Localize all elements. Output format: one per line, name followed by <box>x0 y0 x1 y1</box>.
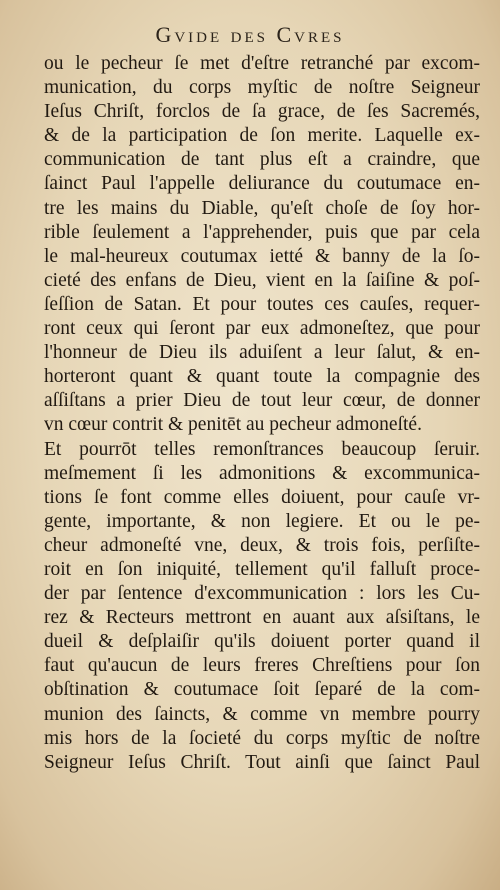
text-line: aſſiſtans a prier Dieu de tout leur cœur, de donner <box>44 390 480 412</box>
text-line: rez & Recteurs mettront en auant aux aſsiſtans, le <box>44 607 480 629</box>
text-line: rible ſeulement a l'apprehender, puis que par cela <box>44 221 480 243</box>
text-line: meſmement ſi les admonitions & excommunica- <box>44 462 480 484</box>
text-line: Ieſus Chriſt, forclos de ſa grace, de ſes Sacremés, <box>44 101 480 123</box>
text-line: dueil & deſplaiſir qu'ils doiuent porter quand il <box>44 631 480 653</box>
text-line: horteront quant & quant toute la compagnie des <box>44 366 480 388</box>
text-line: tre les mains du Diable, qu'eſt choſe de ſoy hor- <box>44 197 480 219</box>
text-line: ront ceux qui ſeront par eux admoneſtez, que pour <box>44 318 480 340</box>
body-text <box>44 52 480 775</box>
text-line: gente, importante, & non legiere. Et ou le pe- <box>44 510 480 532</box>
text-line: Et pourrōt telles remonſtrances beaucoup ſeruir. <box>44 438 480 460</box>
text-line: ſainct Paul l'appelle deliurance du coutumace en- <box>44 173 480 195</box>
text-line: tions ſe font comme elles doiuent, pour cauſe vr- <box>44 486 480 508</box>
text-line: vn cœur contrit & penitēt au pecheur admoneſté. <box>44 414 422 436</box>
text-line: cieté des enfans de Dieu, vient en la ſaiſine & poſ- <box>44 269 480 291</box>
text-line: obſtination & coutumace ſoit ſeparé de la com- <box>44 679 480 701</box>
text-line: faut qu'aucun de leurs freres Chreſtiens pour ſon <box>44 655 480 677</box>
text-line: ou le pecheur ſe met d'eſtre retranché par excom- <box>44 53 480 74</box>
running-header: Gvide des Cvres <box>155 22 345 47</box>
text-line: ſeſſion de Satan. Et pour toutes ces cauſes, requer- <box>44 293 480 315</box>
text-line: roit en ſon iniquité, tellement qu'il falluſt proce- <box>44 558 480 580</box>
text-line: Seigneur Ieſus Chriſt. Tout ainſi que ſainct Paul <box>44 751 480 773</box>
text-line: le mal-heureux coutumax ietté & banny de la ſo- <box>44 245 480 267</box>
text-line: der par ſentence d'excommunication : lors les Cu- <box>44 583 480 605</box>
text-line: mis hors de la ſocieté du corps myſtic de noſtre <box>44 727 480 749</box>
text-line: munion des ſaincts, & comme vn membre pourry <box>44 703 480 725</box>
text-line: & de la participation de ſon merite. Laquelle ex- <box>44 125 480 147</box>
text-line: munication, du corps myſtic de noſtre Seigneur <box>44 77 480 99</box>
text-line: communication de tant plus eſt a craindre, que <box>44 149 480 171</box>
text-line: cheur admoneſté vne, deux, & trois fois, perſiſte- <box>44 534 480 556</box>
text-line: l'honneur de Dieu ils aduiſent a leur ſalut, & en- <box>44 342 480 364</box>
